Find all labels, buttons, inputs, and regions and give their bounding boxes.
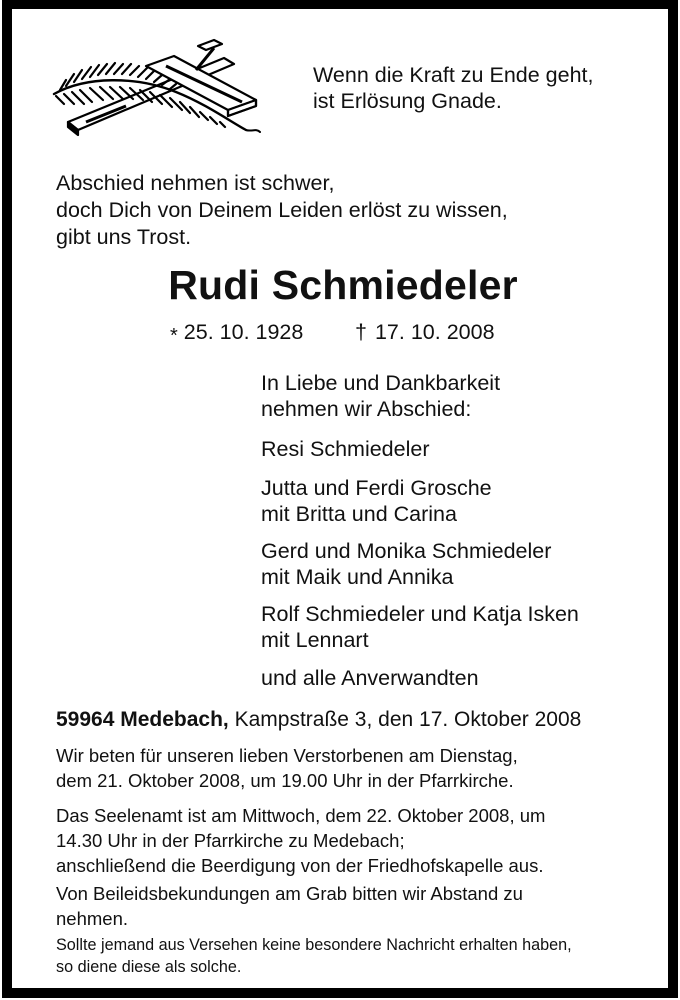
birth-star-icon: * (170, 325, 178, 347)
address-street-date: Kampstraße 3, den 17. Oktober 2008 (228, 708, 582, 731)
quote-line: Wenn die Kraft zu Ende geht, (313, 63, 594, 87)
mourner-group: Resi Schmiedeler (261, 437, 430, 461)
address-line (56, 708, 581, 732)
intro-line: gibt uns Trost. (56, 225, 192, 249)
condolences-notice: Von Beileidsbekundungen am Grab bitten wir Abstand zu nehmen. (56, 883, 523, 929)
intro-line: doch Dich von Deinem Leiden erlöst zu wissen, (56, 198, 508, 222)
mourner-group: Gerd und Monika Schmiedeler mit Maik und Annika (261, 539, 552, 589)
footnote: Sollte jemand aus Versehen keine besondere Nachricht erhalten haben, so diene diese als solche. (56, 936, 572, 976)
cross-palm-icon (46, 36, 266, 142)
opening-quote (313, 62, 593, 114)
intro-line: Abschied nehmen ist schwer, (56, 171, 335, 195)
quote-line: ist Erlösung Gnade. (313, 89, 502, 113)
mourner-group: Jutta und Ferdi Grosche mit Britta und Carina (261, 476, 492, 526)
mourner-group: Rolf Schmiedeler und Katja Isken mit Lennart (261, 602, 579, 652)
deceased-name: Rudi Schmiedeler (168, 262, 518, 308)
death-dagger-icon: † (355, 320, 367, 344)
death-date: † 17. 10. 2008 (355, 320, 495, 344)
birth-date: * 25. 10. 1928 (170, 320, 304, 347)
address-city: 59964 Medebach, (56, 708, 229, 731)
intro-verse (56, 170, 508, 251)
mourners-heading: In Liebe und Dankbarkeit nehmen wir Abschied: (261, 371, 501, 421)
requiem-notice: Das Seelenamt ist am Mittwoch, dem 22. Oktober 2008, um 14.30 Uhr in der Pfarrkirche zu Medebach; anschließend die Beerdigung von der Friedhofskapelle aus. (56, 805, 546, 876)
prayer-notice: Wir beten für unseren lieben Verstorbenen am Dienstag, dem 21. Oktober 2008, um 19.00 Uhr in der Pfarrkirche. (56, 745, 518, 791)
mourner-group: und alle Anverwandten (261, 666, 479, 690)
